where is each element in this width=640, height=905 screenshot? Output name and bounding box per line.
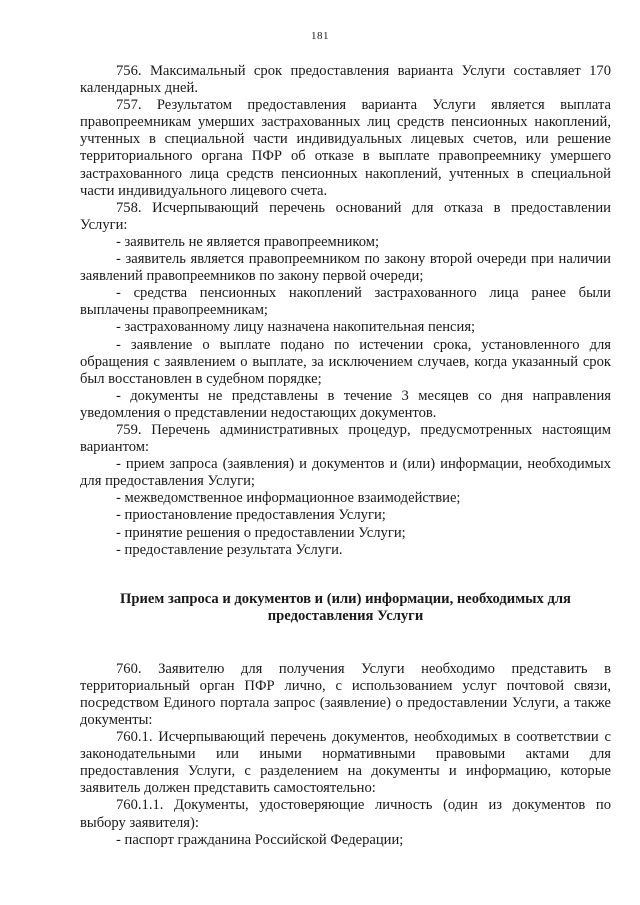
paragraph-p759-3: - приостановление предоставления Услуги; xyxy=(116,507,386,524)
paragraph-p756: 756. Максимальный срок предоставления варианта Услуги составляет 170 календарных дней. xyxy=(80,63,611,97)
paragraph-p758-1: - заявитель не является правопреемником; xyxy=(116,233,380,250)
paragraph-p760: 760. Заявителю для получения Услуги необходимо представить в территориальный орган ПФР лично, с использованием услуг почтовой связи, посредством Единого портала запрос (заявление) о предоставлении Услуги, а также документы: xyxy=(80,660,611,728)
paragraph-block-bottom xyxy=(80,661,611,849)
section-heading: Прием запроса и документов и (или) информации, необходимых для предоставления Услуги xyxy=(120,590,571,625)
paragraph-block-top xyxy=(80,63,611,559)
paragraph-p760-1-1-a: - паспорт гражданина Российской Федерации; xyxy=(116,831,404,848)
paragraph-p760-1: 760.1. Исчерпывающий перечень документов, необходимых в соответствии с законодательными или иными нормативными правовыми актами для предоставления Услуги, с разделением на документы и информацию, которые заявитель должен представить самостоятельно: xyxy=(80,729,611,797)
page-number: 181 xyxy=(311,30,329,42)
paragraph-p758-4: - застрахованному лицу назначена накопительная пенсия; xyxy=(116,319,476,336)
paragraph-p759-1: - прием запроса (заявления) и документов и (или) информации, необходимых для предоставления Услуги; xyxy=(80,456,611,490)
paragraph-p757: 757. Результатом предоставления варианта Услуги является выплата правопреемникам умерших застрахованных лиц средств пенсионных накоплений, учтенных в специальной части индивидуальных лицевых счетов, или решение территориального органа ПФР об отказе в выплате правопреемнику умершего застрахованного лица средств пенсионных накоплений, учтенных в специальной части индивидуального лицевого счета. xyxy=(80,97,611,199)
paragraph-p760-1-1: 760.1.1. Документы, удостоверяющие личность (один из документов по выбору заявителя): xyxy=(80,797,611,831)
paragraph-p759-2: - межведомственное информационное взаимодействие; xyxy=(116,490,461,507)
paragraph-p758-2: - заявитель является правопреемником по закону второй очереди при наличии заявлений правопреемников по закону первой очереди; xyxy=(80,251,611,285)
paragraph-p758-6: - документы не представлены в течение 3 месяцев со дня направления уведомления о представлении недостающих документов. xyxy=(80,387,611,421)
paragraph-p758-3: - средства пенсионных накоплений застрахованного лица ранее были выплачены правопреемникам; xyxy=(80,285,611,319)
paragraph-p758: 758. Исчерпывающий перечень оснований для отказа в предоставлении Услуги: xyxy=(80,199,611,233)
paragraph-p759-4: - принятие решения о предоставлении Услуги; xyxy=(116,524,406,541)
paragraph-p759: 759. Перечень административных процедур, предусмотренных настоящим вариантом: xyxy=(80,421,611,456)
paragraph-p758-5: - заявление о выплате подано по истечении срока, установленного для обращения с заявлением о выплате, за исключением случаев, когда указанный срок был восстановлен в судебном порядке; xyxy=(80,336,611,387)
document-body xyxy=(80,63,611,849)
paragraph-p759-5: - предоставление результата Услуги. xyxy=(116,541,343,558)
